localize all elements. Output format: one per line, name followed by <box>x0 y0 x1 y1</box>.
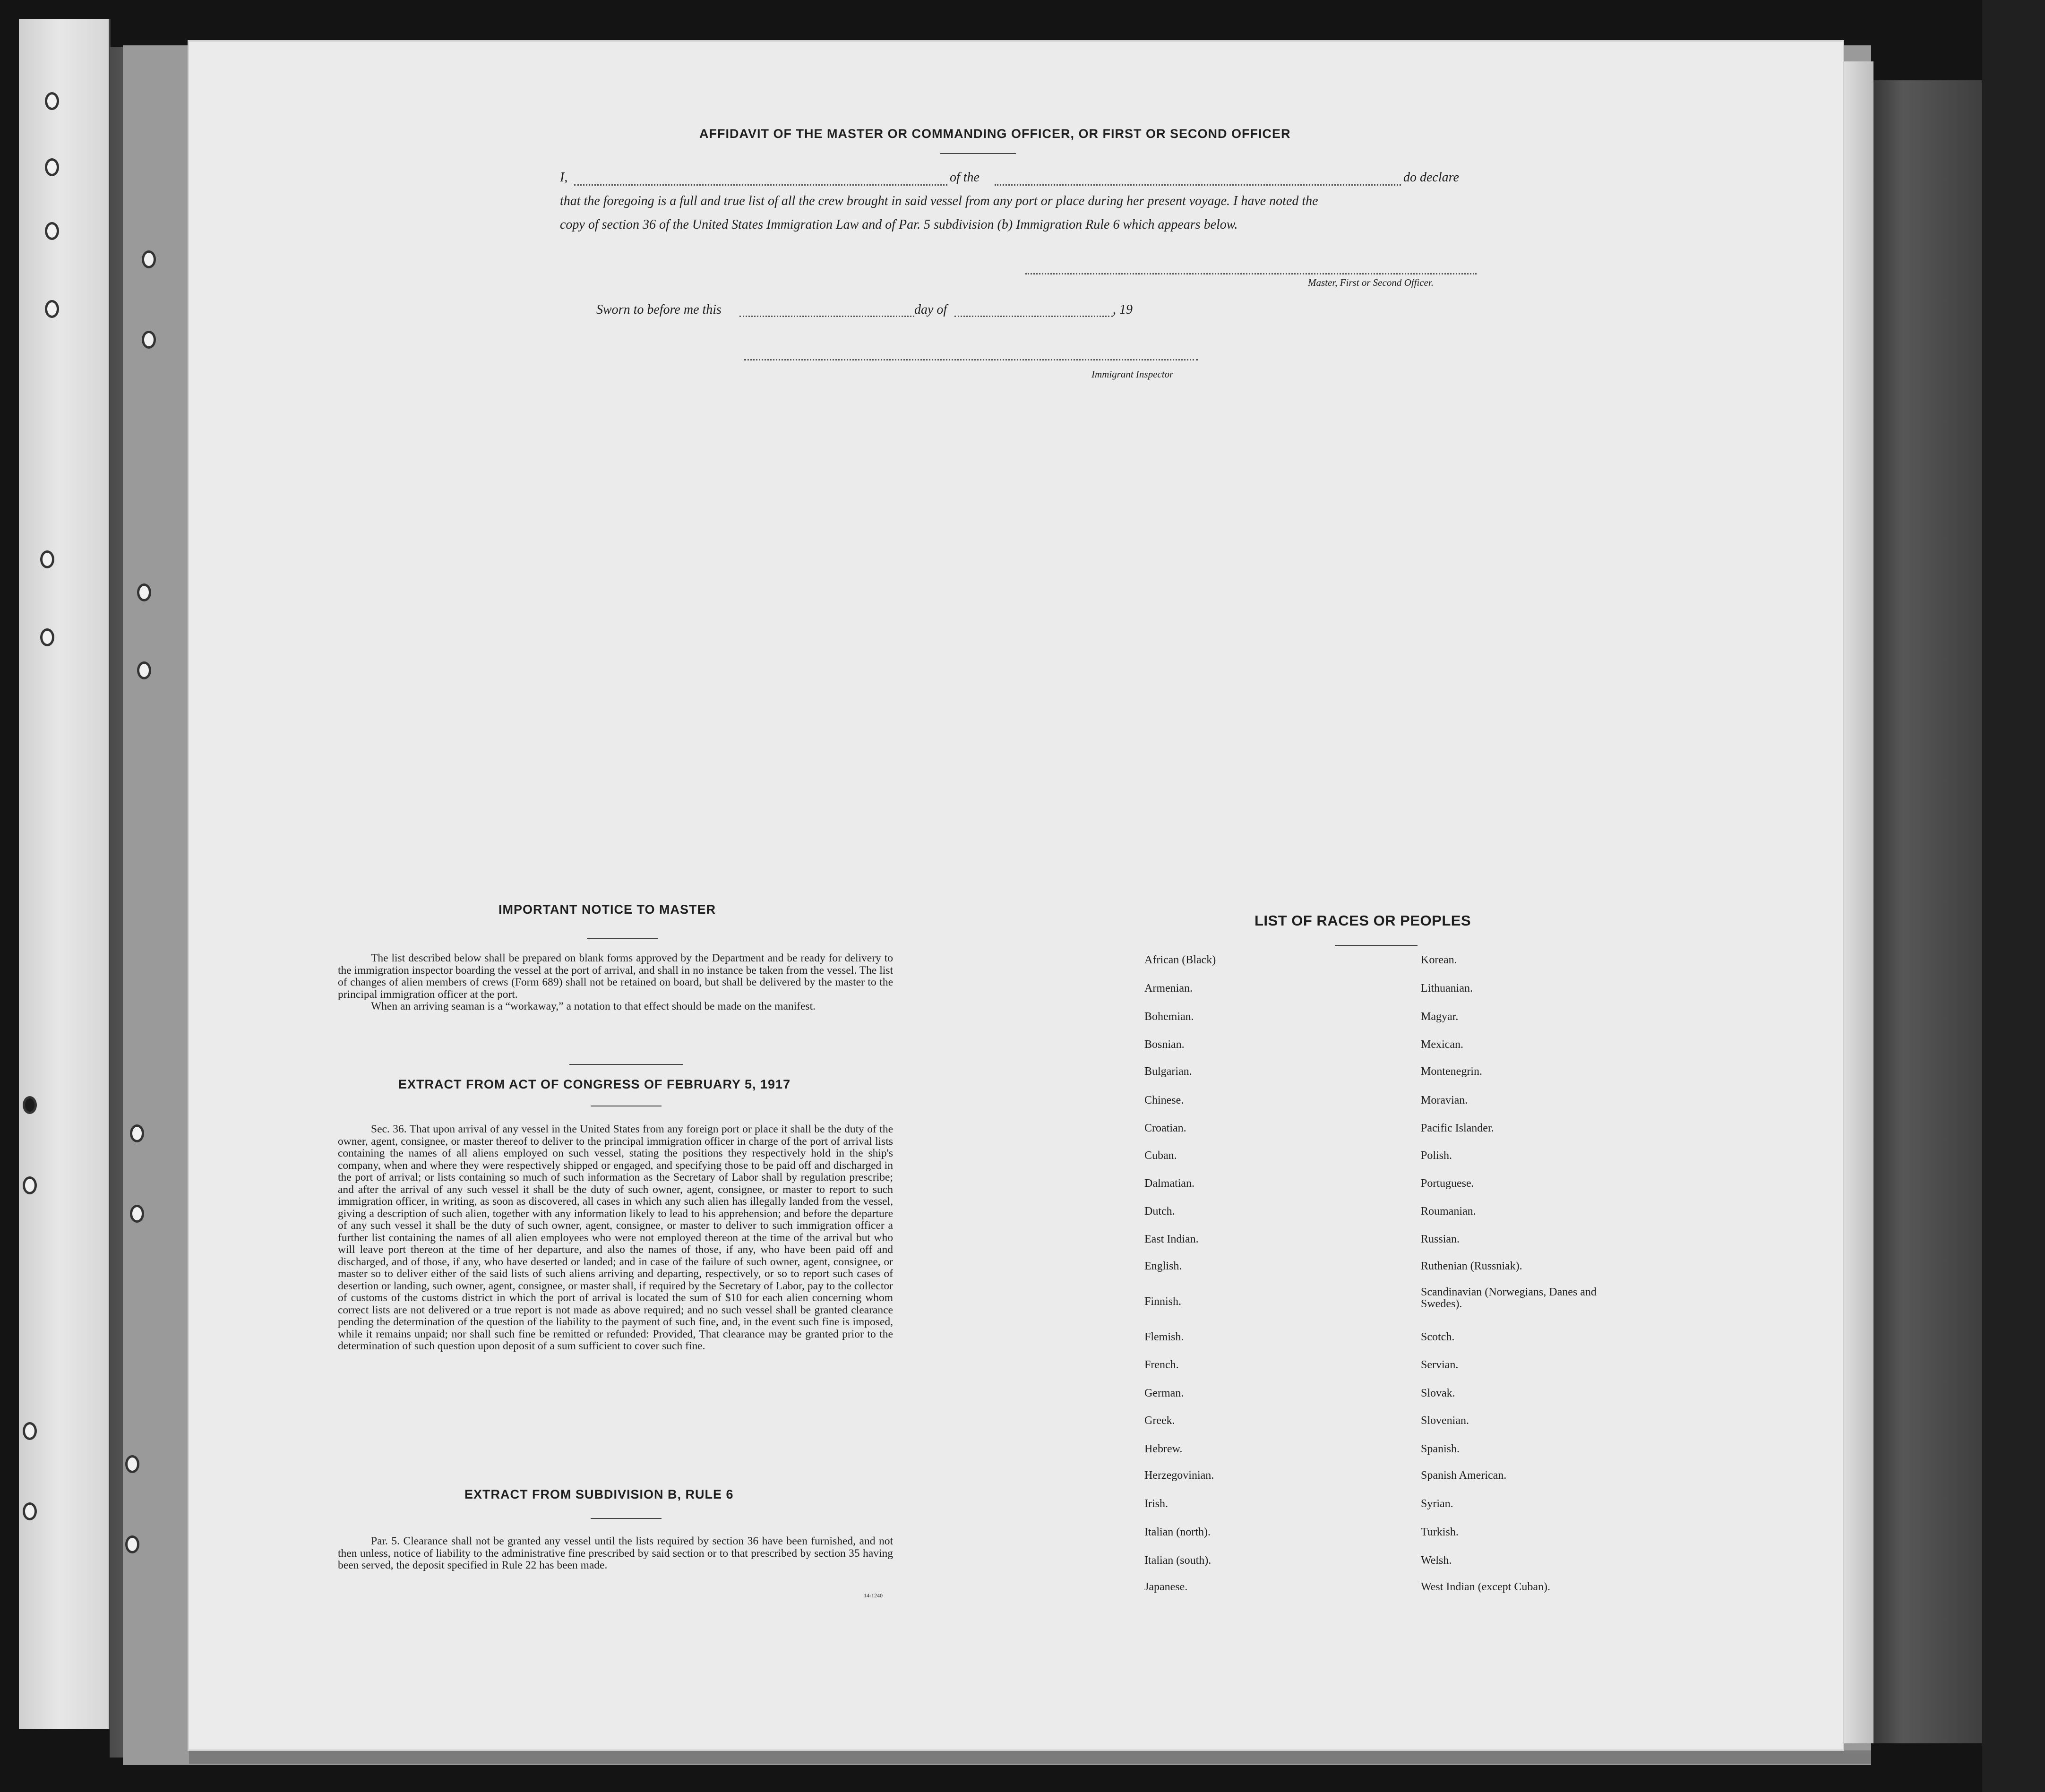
affidavit-line-3: copy of section 36 of the United States Immigration Law and of Par. 5 subdivision (b) Immigration Rule 6 which appears below. <box>560 217 1238 232</box>
race-item: Korean. <box>1421 954 1457 966</box>
extract-rule-title: EXTRACT FROM SUBDIVISION B, RULE 6 <box>464 1487 734 1501</box>
race-item: Turkish. <box>1421 1526 1459 1538</box>
race-item: Cuban. <box>1144 1149 1177 1162</box>
binder-hole <box>125 1535 139 1553</box>
race-item: Montenegrin. <box>1421 1065 1482 1078</box>
race-item: Bohemian. <box>1144 1011 1194 1023</box>
binder-hole <box>45 300 59 318</box>
binder-hole <box>130 1205 144 1223</box>
binder-hole <box>45 222 59 240</box>
sworn-year: , 19 <box>1113 302 1133 317</box>
race-item: West Indian (except Cuban). <box>1421 1581 1550 1593</box>
master-signature-line[interactable] <box>1025 273 1477 274</box>
inspector-caption: Immigrant Inspector <box>1091 369 1174 380</box>
page-edge <box>1840 61 1873 1743</box>
binder-left-strip <box>19 19 111 1729</box>
divider <box>587 938 658 939</box>
section-36-text: Sec. 36. That upon arrival of any vessel in the United States from any foreign port or place it shall be the duty of the owner, agent, consignee, or master thereof to deliver to the principal immigration officer in charge of the port of arrival lists containing the names of all aliens employed on such vessel, stating the positions they respectively hold in the ship's company, when and where they were respectively shipped or engaged, and specifying those to be paid off and discharged in the port of arrival; or lists containing so much of such information as the Secretary of Labor shall by regulation prescribe; and after the arrival of any such vessel it shall be the duty of such owner, agent, consignee, or master to report to such immigration officer, in writing, as soon as discovered, all cases in which any such alien has illegally landed from the vessel, giving a description of such alien, together with any information likely to lead to his apprehension; and before the departure of any such vessel it shall be the duty of such owner, agent, consignee, or master to deliver to such immigration officer a further list containing the names of all alien employees who were not employed thereon at the time of the arrival but who will leave port thereon at the time of her departure, and also the names of those, if any, who have been paid off and discharged, and of those, if any, who have deserted or landed; and in case of the failure of such owner, agent, consignee, or master so to deliver either of the said lists of such aliens arriving and departing, respectively, or so to report such cases of desertion or landing, such owner, agent, consignee, or master shall, if required by the Secretary of Labor, pay to the collector of customs of the customs district in which the port of arrival is located the sum of $10 for each alien concerning whom correct lists are not delivered or a true report is not made as above required; and no such vessel shall be granted clearance pending the determination of the question of the liability to the payment of such fine, and, in the event such fine is imposed, while it remains unpaid; nor shall such fine be remitted or refunded: Provided, That clearance may be granted prior to the determination of such question upon deposit of a sum sufficient to cover such fine. <box>338 1123 893 1352</box>
race-item: Croatian. <box>1144 1122 1186 1134</box>
inspector-signature-line[interactable] <box>744 359 1198 360</box>
binder-hole <box>40 550 54 568</box>
race-item: Bosnian. <box>1144 1038 1185 1051</box>
race-item: Slovenian. <box>1421 1415 1469 1427</box>
notice-title: IMPORTANT NOTICE TO MASTER <box>498 902 716 917</box>
race-item: Moravian. <box>1421 1094 1468 1106</box>
binder-hole <box>23 1502 37 1520</box>
divider <box>569 1064 683 1065</box>
race-item: Scotch. <box>1421 1331 1455 1343</box>
name-blank[interactable] <box>574 184 947 186</box>
binder-hole <box>23 1422 37 1440</box>
binder-hole <box>137 583 151 601</box>
race-item: Italian (south). <box>1144 1554 1212 1567</box>
form-page <box>189 42 1843 1749</box>
extract-act-title: EXTRACT FROM ACT OF CONGRESS OF FEBRUARY 5, 1917 <box>398 1077 791 1091</box>
form-number: 14-1240 <box>864 1592 883 1599</box>
races-title: LIST OF RACES OR PEOPLES <box>1254 912 1471 929</box>
race-item: Spanish American. <box>1421 1469 1507 1482</box>
race-item: French. <box>1144 1359 1179 1371</box>
race-item: Italian (north). <box>1144 1526 1211 1538</box>
affidavit-title: AFFIDAVIT OF THE MASTER OR COMMANDING OFFICER, OR FIRST OR SECOND OFFICER <box>699 127 1291 141</box>
race-item: Russian. <box>1421 1233 1460 1245</box>
race-item: Polish. <box>1421 1149 1452 1162</box>
divider <box>1335 945 1418 946</box>
sworn-prefix: Sworn to before me this <box>596 302 722 317</box>
race-item: English. <box>1144 1260 1182 1272</box>
race-item: Finnish. <box>1144 1295 1182 1308</box>
affidavit-of-the-label: of the <box>950 170 980 185</box>
race-item: Flemish. <box>1144 1331 1184 1343</box>
race-item: Bulgarian. <box>1144 1065 1192 1078</box>
binder-hole <box>142 331 156 349</box>
extract-rule-body <box>338 1535 893 1572</box>
race-item: Chinese. <box>1144 1094 1184 1106</box>
race-item: Spanish. <box>1421 1443 1460 1455</box>
divider <box>591 1518 662 1519</box>
notice-paragraph-1: The list described below shall be prepared on blank forms approved by the Department and be ready for delivery to the immigration inspector boarding the vessel at the port of arrival, and shall in no instance be taken from the vessel. The list of changes of alien members of crews (Form 689) shall not be retained on board, but shall be delivered by the master to the principal immigration officer at the port. <box>338 952 893 1001</box>
race-item: Mexican. <box>1421 1038 1463 1051</box>
affidavit-i-label: I, <box>560 170 568 185</box>
par-5-text: Par. 5. Clearance shall not be granted any vessel until the lists required by section 36 have been furnished, and not then unless, notice of liability to the administrative fine prescribed by said section or to that prescribed by section 35 having been served, the deposit specified in Rule 22 has been made. <box>338 1535 893 1571</box>
sworn-day-of: day of <box>914 302 947 317</box>
race-item: Servian. <box>1421 1359 1459 1371</box>
page-shadow <box>189 1750 1871 1764</box>
master-signature-caption: Master, First or Second Officer. <box>1308 277 1434 288</box>
race-item: Greek. <box>1144 1415 1175 1427</box>
race-item: Dalmatian. <box>1144 1177 1194 1190</box>
binder-hole <box>23 1096 37 1114</box>
binder-hole <box>137 661 151 679</box>
notice-paragraph-2: When an arriving seaman is a “workaway,” a notation to that effect should be made on the manifest. <box>371 1000 816 1012</box>
binder-hole <box>40 628 54 646</box>
vessel-blank[interactable] <box>995 184 1401 186</box>
affidavit-do-declare: do declare <box>1403 170 1459 185</box>
divider <box>940 153 1016 154</box>
race-item: Pacific Islander. <box>1421 1122 1494 1134</box>
race-item: Armenian. <box>1144 982 1193 995</box>
race-item: East Indian. <box>1144 1233 1199 1245</box>
race-item: Japanese. <box>1144 1581 1188 1593</box>
binder-hole <box>125 1455 139 1473</box>
binder-hole <box>130 1124 144 1142</box>
race-item: African (Black) <box>1144 954 1216 966</box>
binder-hole <box>45 92 59 110</box>
race-item: Portuguese. <box>1421 1177 1474 1190</box>
race-item: Lithuanian. <box>1421 982 1473 995</box>
notice-body <box>338 952 893 1013</box>
scan-border <box>1982 0 2045 1792</box>
race-item: Dutch. <box>1144 1205 1175 1218</box>
affidavit-line-2: that the foregoing is a full and true list of all the crew brought in said vessel from any port or place during her present voyage. I have noted the <box>560 194 1318 208</box>
race-item: Hebrew. <box>1144 1443 1183 1455</box>
race-item: Roumanian. <box>1421 1205 1476 1218</box>
binder-hole <box>45 158 59 176</box>
sworn-day-blank[interactable] <box>739 316 914 317</box>
binder-hole <box>23 1176 37 1194</box>
race-item: Ruthenian (Russniak). <box>1421 1260 1522 1272</box>
race-item: Herzegovinian. <box>1144 1469 1214 1482</box>
binder-right-frame <box>1862 80 1999 1743</box>
race-item: Welsh. <box>1421 1554 1452 1567</box>
race-item: Irish. <box>1144 1498 1168 1510</box>
race-item: Syrian. <box>1421 1498 1453 1510</box>
race-item: Magyar. <box>1421 1011 1459 1023</box>
race-item: Slovak. <box>1421 1387 1455 1399</box>
race-item: Scandinavian (Norwegians, Danes and Swedes). <box>1421 1286 1597 1310</box>
extract-act-body <box>338 1123 893 1353</box>
race-item: German. <box>1144 1387 1184 1399</box>
binder-hole <box>142 250 156 268</box>
sworn-month-blank[interactable] <box>954 316 1113 317</box>
